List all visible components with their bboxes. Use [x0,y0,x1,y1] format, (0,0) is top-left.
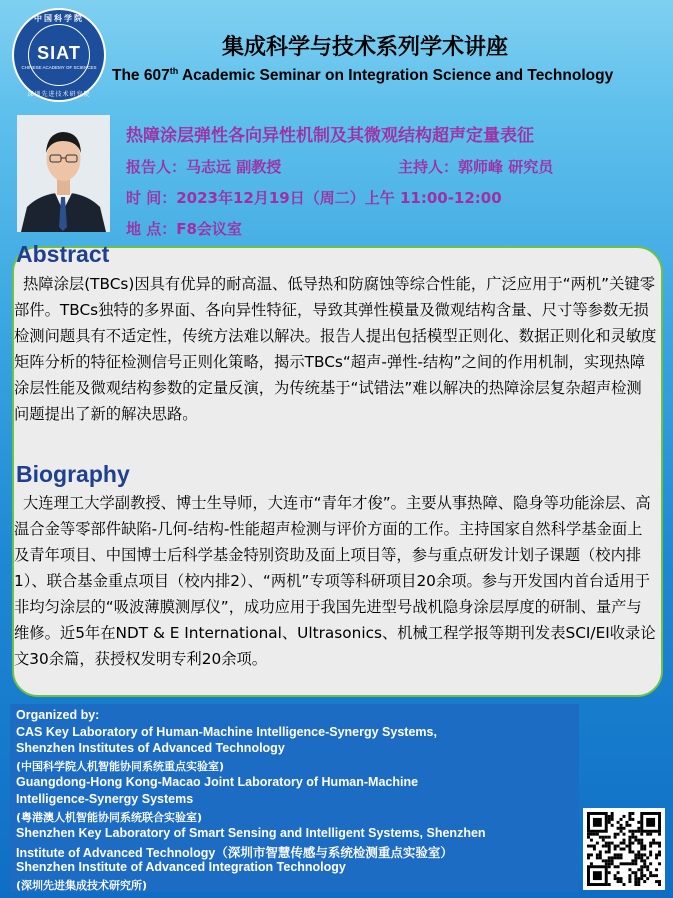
siat-logo [12,8,106,102]
abstract-text: 热障涂层(TBCs)因具有优异的耐高温、低导热和防腐蚀等综合性能，广泛应用于“两机”关键零部件。TBCs独特的多界面、各向异性特征，导致其弹性模量及微观结构含量、尺寸等参数无损检测问题具有不适定性，传统方法难以解决。报告人提出包括模型正则化、数据正则化和灵敏度矩阵分析的特征检测信号正则化策略，揭示TBCs“超声-弹性-结构”之间的作用机制，实现热障涂层性能及微观结构参数的定量反演，为传统基于“试错法”难以解决的热障涂层复杂超声检测问题提出了新的解决思路。 [14,275,657,423]
biography-heading: Biography [16,461,130,487]
speaker-photo [17,115,110,232]
organizer-line: (粤港澳人机智能协同系统联合实验室) [16,811,203,824]
series-title-cn: 集成科学与技术系列学术讲座 [222,35,509,60]
biography-text: 大连理工大学副教授、博士生导师，大连市“青年才俊”。主要从事热障、隐身等功能涂层、高温合金等零部件缺陷-几何-结构-性能超声检测与评价方面的工作。主持国家自然科学基金面上及青年项目、中国博士后科学基金特别资助及面上项目等，参与重点研发计划子课题（校内排1）、联合基金重点项目（校内排2）、“两机”专项等科研项目20余项。参与开发国内首台适用于非均匀涂层的“吸波薄膜测厚仪”，成功应用于我国先进型号战机隐身涂层厚度的研制、量产与维修。近5年在NDT & E International、Ultrasonics、机械工程学报等期刊发表SCI/EI收录论文30余篇，获授权发明专利20余项。 [14,494,656,668]
host-info: 主持人：郭师峰 研究员 [398,158,554,176]
organizer-line: (深圳先进集成技术研究所) [16,879,148,892]
organizers-label: Organized by: [16,708,100,722]
logo-ring-bottom-text: 深圳先进技术研究院 [27,91,91,98]
speaker-info: 报告人：马志远 副教授 [126,158,282,176]
organizer-line: Intelligence-Synergy Systems [16,792,194,806]
talk-title: 热障涂层弹性各向异性机制及其微观结构超声定量表征 [126,126,534,146]
organizer-line: (中国科学院人机智能协同系统重点实验室) [16,760,225,773]
abstract-heading: Abstract [16,241,110,267]
organizer-line: Shenzhen Institute of Advanced Integration Technology [16,860,346,874]
organizer-line: Institute of Advanced Technology（深圳市智慧传感与系统检测重点实验室） [16,846,453,860]
organizer-line: Guangdong-Hong Kong-Macao Joint Laboratory of Human-Machine [16,775,419,789]
place-info: 地 点：F8会议室 [126,220,242,238]
qr-code [583,808,665,890]
series-title-en: The 607th Academic Seminar on Integration Science and Technology [112,66,614,85]
organizer-line: Shenzhen Institutes of Advanced Technology [16,741,285,755]
logo-abbr: SIAT [37,43,81,63]
logo-ring-top-text: 中国科学院 [34,14,84,23]
organizer-line: Shenzhen Key Laboratory of Smart Sensing and Intelligent Systems, Shenzhen [16,826,486,840]
organizer-line: CAS Key Laboratory of Human-Machine Intelligence-Synergy Systems, [16,725,437,739]
logo-subtitle: CHINESE ACADEMY OF SCIENCES [21,65,97,70]
time-info: 时 间：2023年12月19日（周二）上午 11:00-12:00 [126,189,502,207]
